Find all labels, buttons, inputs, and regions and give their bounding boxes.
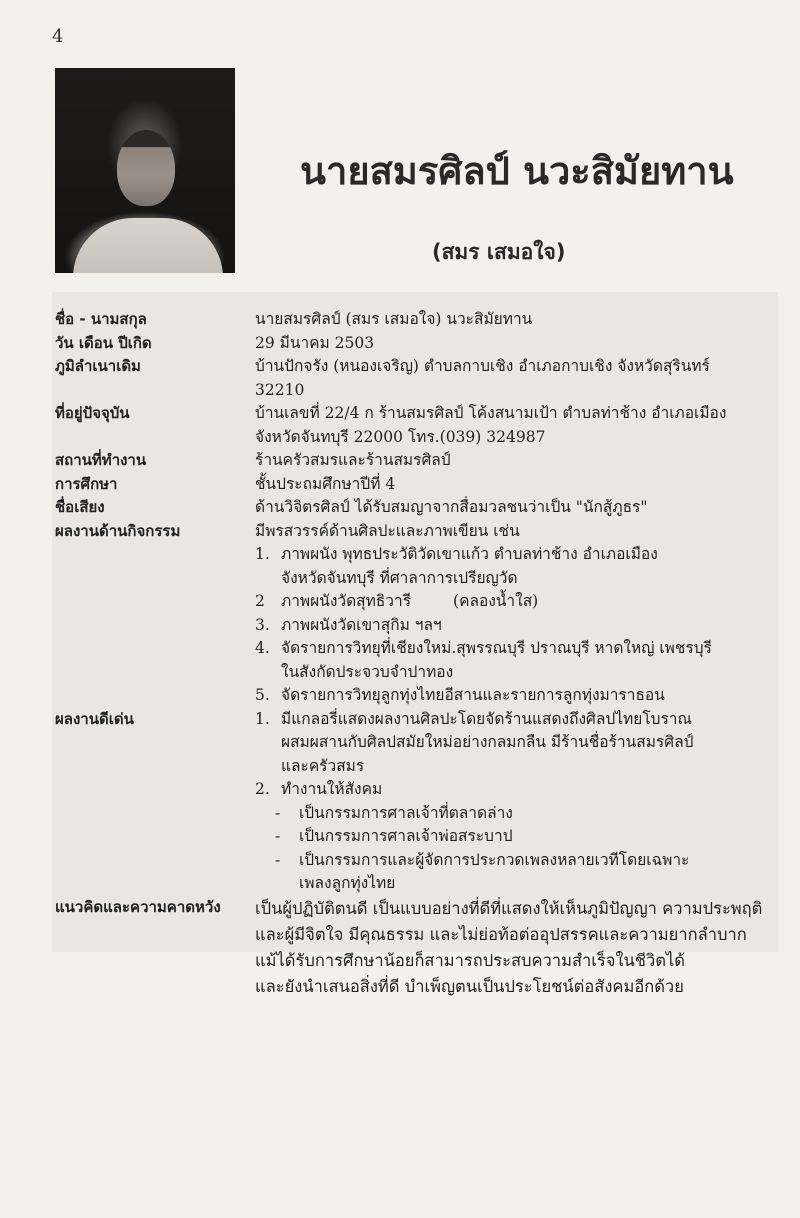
item-text [299, 849, 780, 896]
item-text [281, 543, 780, 590]
item-dash: - [275, 827, 281, 845]
field-value [255, 708, 780, 896]
field-label: ผลงานด้านกิจกรรม [55, 521, 181, 540]
item-dash: - [275, 803, 281, 822]
item-line: ภาพผนัง พุทธประวัติวัดเขาแก้ว ตำบลท่าช้าง อำเภอเมือง [281, 545, 658, 563]
item-line-main: ภาพผนังวัดสุทธิวารี [281, 592, 412, 610]
page-subtitle: (สมร เสมอใจ) [432, 240, 566, 264]
item-line: จัดรายการวิทยุที่เชียงใหม่.สุพรรณบุรี ปราณบุรี หาดใหญ่ เพชรบุรี [281, 639, 712, 657]
field-activities [55, 520, 785, 708]
item-number: 2 [255, 592, 265, 610]
field-value [255, 355, 780, 402]
item-number: 3. [255, 615, 270, 634]
item-text [281, 614, 780, 638]
field-label: สถานที่ทำงาน [55, 451, 147, 469]
item-text [281, 708, 780, 779]
list-item [255, 590, 780, 614]
value-line: บ้านเลขที่ 22/4 ก ร้านสมรศิลป์ โค้งสนามเป้า ตำบลท่าช้าง อำเภอเมือง [255, 404, 727, 422]
item-line: และครัวสมร [281, 756, 365, 775]
field-reputation [55, 496, 785, 520]
list-item [255, 637, 780, 684]
value-line: 32210 [255, 380, 305, 399]
field-value [255, 896, 780, 1000]
item-dash: - [275, 850, 281, 869]
field-workplace [55, 449, 785, 473]
item-line: เป็นกรรมการศาลเจ้าที่ตลาดล่าง [299, 803, 513, 822]
sub-list-item [255, 849, 780, 896]
item-line: จังหวัดจันทบุรี ที่ศาลาการเปรียญวัด [281, 568, 518, 587]
item-line: ผสมผสานกับศิลปสมัยใหม่อย่างกลมกลืน มีร้านชื่อร้านสมรศิลป์ [281, 733, 694, 751]
sub-list-item [255, 802, 780, 826]
item-line: ในสังกัดประจวบจำปาทอง [281, 662, 454, 681]
activities-intro: มีพรสวรรค์ด้านศิลปะและภาพเขียน เช่น [255, 521, 520, 540]
value-line: แม้ได้รับการศึกษาน้อยก็สามารถประสบความสำเร็จในชีวิตได้ [255, 950, 685, 970]
item-text [299, 802, 780, 826]
page-title: นายสมรศิลป์ นวะสิมัยทาน [300, 149, 734, 193]
value-line: เป็นผู้ปฏิบัติตนดี เป็นแบบอย่างที่ดีที่แสดงให้เห็นภูมิปัญญา ความประพฤติ [255, 898, 763, 918]
field-value [255, 402, 780, 449]
list-item [255, 778, 780, 802]
value-line: และผู้มีจิตใจ มีคุณธรรม และไม่ย่อท้อต่ออุปสรรคและความยากลำบาก [255, 924, 747, 944]
item-note: (คลองน้ำใส) [453, 592, 539, 610]
item-line: ภาพผนังวัดเขาสุกิม ฯลฯ [281, 615, 442, 634]
item-text [281, 778, 780, 802]
field-label: ที่อยู่ปัจจุบัน [55, 404, 130, 422]
value-line: จังหวัดจันทบุรี 22000 โทร.(039) 324987 [255, 427, 546, 446]
item-text [281, 637, 780, 684]
field-label: ผลงานดีเด่น [55, 709, 134, 728]
item-line: ทำงานให้สังคม [281, 780, 383, 798]
field-birth [55, 332, 785, 356]
field-label: แนวคิดและความคาดหวัง [55, 897, 221, 916]
item-line: จัดรายการวิทยุลูกทุ่งไทยอีสานและรายการลูกทุ่งมาราธอน [281, 686, 665, 704]
field-value: ชั้นประถมศึกษาปีที่ 4 [255, 474, 396, 493]
value-line: บ้านปักจรัง (หนองเจริญ) ตำบลกาบเชิง อำเภอกาบเชิง จังหวัดสุรินทร์ [255, 357, 710, 375]
item-line: เป็นกรรมการศาลเจ้าพ่อสระบาป [299, 827, 513, 845]
field-value: ร้านครัวสมรและร้านสมรศิลป์ [255, 451, 451, 469]
profile-content [55, 308, 785, 1000]
item-line [281, 590, 780, 614]
item-text [281, 684, 780, 708]
field-education [55, 473, 785, 497]
field-value: 29 มีนาคม 2503 [255, 333, 375, 352]
photo-shirt [73, 218, 223, 273]
item-line: เพลงลูกทุ่งไทย [299, 874, 396, 892]
list-item [255, 614, 780, 638]
item-number: 1. [255, 545, 270, 563]
item-line: เป็นกรรมการและผู้จัดการประกวดเพลงหลายเวทีโดยเฉพาะ [299, 850, 690, 869]
item-number: 1. [255, 709, 270, 728]
field-label: ชื่อเสียง [55, 498, 105, 516]
page-number: 4 [52, 26, 64, 47]
field-hometown [55, 355, 785, 402]
field-value: นายสมรศิลป์ (สมร เสมอใจ) นวะสิมัยทาน [255, 310, 533, 328]
item-number: 2. [255, 780, 270, 798]
sub-list-item [255, 825, 780, 849]
list-item [255, 684, 780, 708]
field-label: ชื่อ - นามสกุล [55, 310, 147, 328]
item-number: 5. [255, 686, 270, 704]
field-name [55, 308, 785, 332]
field-label: การศึกษา [55, 474, 118, 493]
item-line: มีแกลอรี่แสดงผลงานศิลปะโดยจัดร้านแสดงถึงศิลปไทยโบราณ [281, 709, 692, 728]
field-label: วัน เดือน ปีเกิด [55, 333, 152, 352]
field-address [55, 402, 785, 449]
field-label: ภูมิลำเนาเดิม [55, 357, 141, 375]
portrait-photo [55, 68, 235, 273]
photo-head [117, 130, 175, 206]
field-achievements [55, 708, 785, 896]
list-item [255, 708, 780, 779]
item-number: 4. [255, 639, 270, 657]
value-line: และยังนำเสนอสิ่งที่ดี บำเพ็ญตนเป็นประโยชน์ต่อสังคมอีกด้วย [255, 976, 684, 996]
item-text [281, 590, 780, 614]
list-item [255, 543, 780, 590]
field-value: ด้านวิจิตรศิลป์ ได้รับสมญาจากสื่อมวลชนว่าเป็น "นักสู้ภูธร" [255, 498, 648, 516]
field-concept [55, 896, 785, 1000]
item-text [299, 825, 780, 849]
field-value [255, 520, 780, 708]
